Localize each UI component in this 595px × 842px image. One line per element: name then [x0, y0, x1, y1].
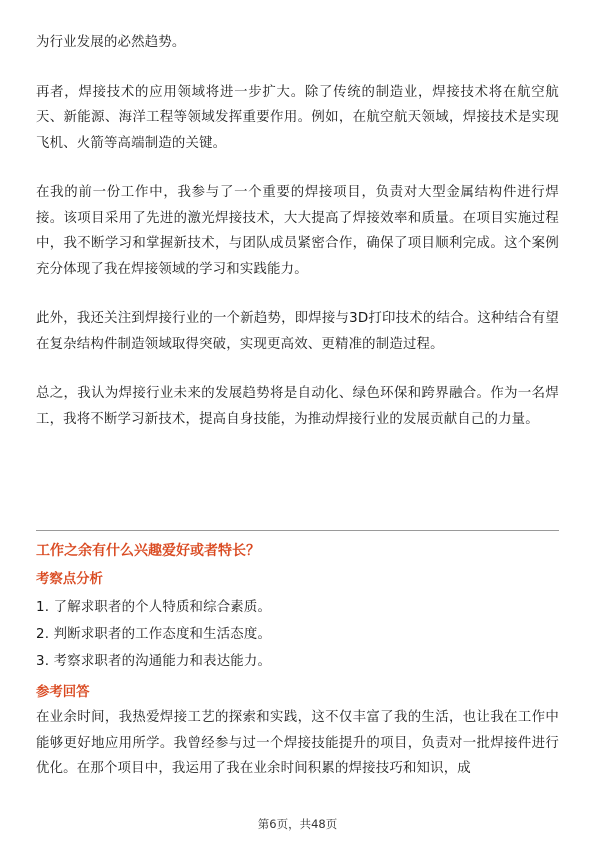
interview-question-section: [36, 540, 559, 782]
analysis-item: 2. 判断求职者的工作态度和生活态度。: [36, 627, 272, 642]
page-number: 第6页，共48页: [257, 817, 338, 831]
paragraph: 为行业发展的必然趋势。: [36, 35, 186, 50]
paragraph: 在我的前一份工作中，我参与了一个重要的焊接项目，负责对大型金属结构件进行焊接。该项目采用了先进的激光焊接技术，大大提高了焊接效率和质量。在项目实施过程中，我不断学习和掌握新技术，与团队成员紧密合作，确保了项目顺利完成。这个案例充分体现了我在焊接领域的学习和实践能力。: [36, 185, 559, 277]
paragraph: 再者，焊接技术的应用领域将进一步扩大。除了传统的制造业，焊接技术将在航空航天、新能源、海洋工程等领域发挥重要作用。例如，在航空航天领域，焊接技术是实现飞机、火箭等高端制造的关键。: [36, 84, 559, 151]
question-heading: 工作之余有什么兴趣爱好或者特长？: [36, 543, 260, 559]
body-text: [36, 30, 559, 432]
paragraph: 总之，我认为焊接行业未来的发展趋势将是自动化、绿色环保和跨界融合。作为一名焊工，我将不断学习新技术，提高自身技能，为推动焊接行业的发展贡献自己的力量。: [36, 386, 559, 427]
analysis-heading: 考察点分析: [36, 572, 103, 587]
section-divider: [36, 530, 559, 531]
answer-text: 在业余时间，我热爱焊接工艺的探索和实践，这不仅丰富了我的生活，也让我在工作中能够更好地应用所学。我曾经参与过一个焊接技能提升的项目，负责对一批焊接件进行优化。在那个项目中，我运用了我在业余时间积累的焊接技巧和知识，成: [36, 710, 559, 776]
answer-heading: 参考回答: [36, 685, 90, 700]
analysis-item: 1. 了解求职者的个人特质和综合素质。: [36, 600, 272, 615]
analysis-item: 3. 考察求职者的沟通能力和表达能力。: [36, 654, 272, 669]
paragraph: 此外，我还关注到焊接行业的一个新趋势，即焊接与3D打印技术的结合。这种结合有望在复杂结构件制造领域取得突破，实现更高效、更精准的制造过程。: [36, 311, 559, 352]
